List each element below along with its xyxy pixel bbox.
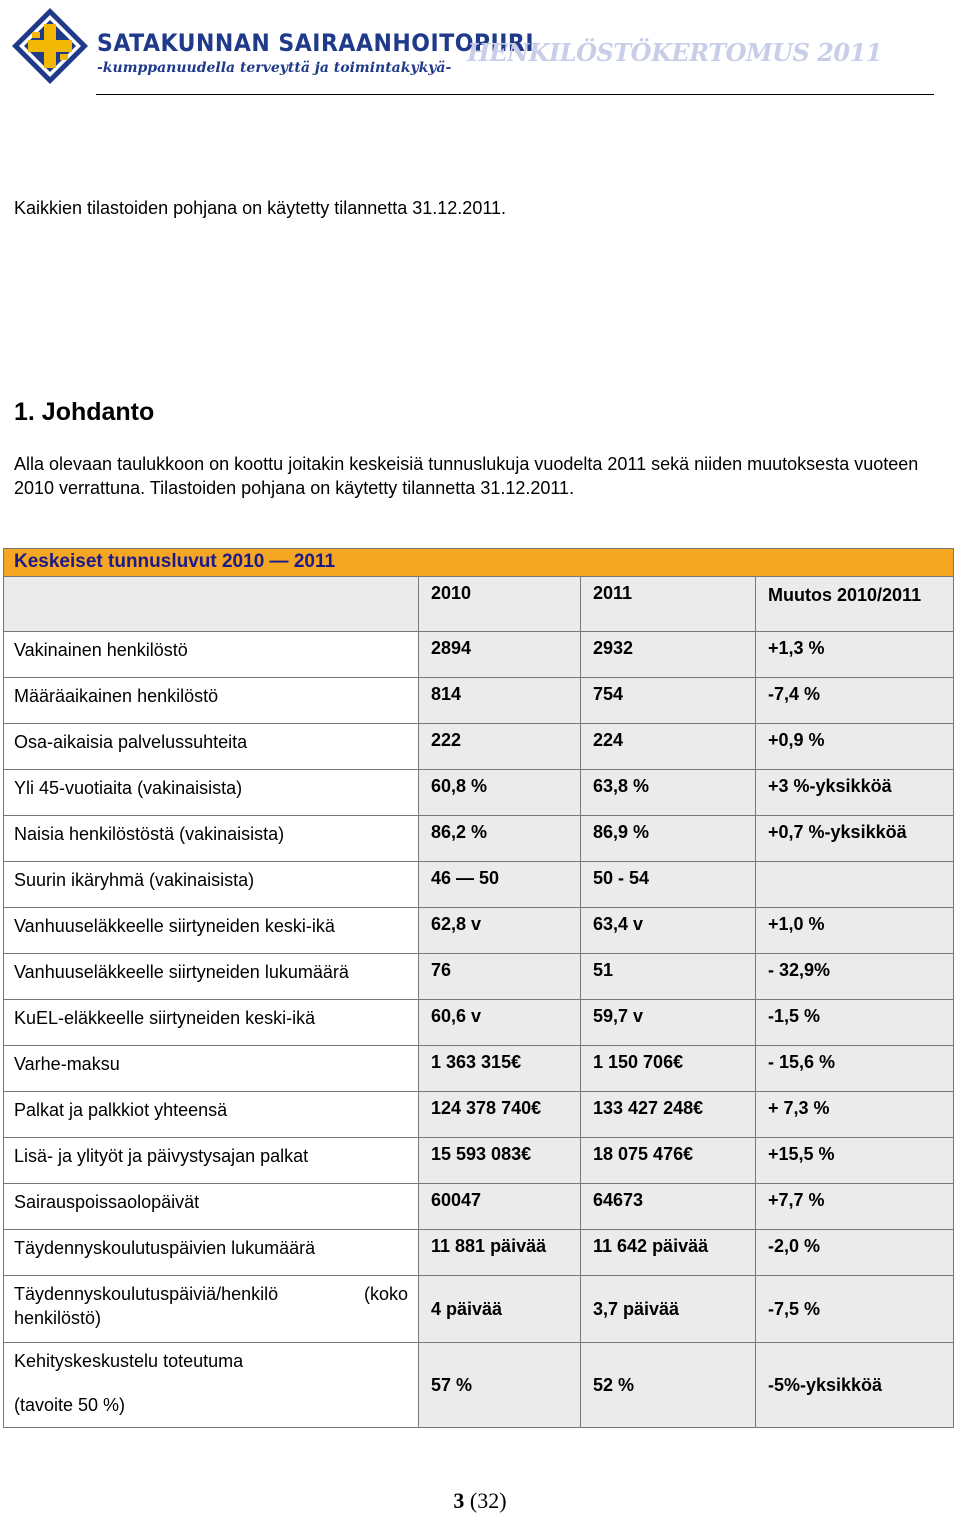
cell-value: - 15,6 %: [768, 1052, 836, 1072]
cell-value: 133 427 248: [593, 1098, 694, 1118]
cell-v2011: [581, 1230, 756, 1276]
cell-value: -5%-yksikköä: [768, 1374, 883, 1395]
cell-value: 46 — 50: [431, 868, 500, 888]
page-number: [0, 1488, 960, 1514]
section-heading: 1. Johdanto: [14, 398, 155, 426]
cell-v2010: [419, 862, 581, 908]
cell-change: [756, 1276, 954, 1343]
row-label: Määräaikainen henkilöstö: [4, 678, 419, 724]
row-label-line2: (tavoite 50 %): [14, 1395, 126, 1415]
cell-change: [756, 954, 954, 1000]
cell-value: 50 - 54: [593, 868, 650, 888]
cell-value: 86,9 %: [593, 822, 650, 842]
organization-slogan: -kumppanuudella terveyttä ja toimintakykyä-: [97, 60, 452, 76]
cell-change: [756, 724, 954, 770]
table-caption: Keskeiset tunnusluvut 2010 — 2011: [4, 549, 954, 577]
cell-value: 124 378 740: [431, 1098, 532, 1118]
cell-value: 11 642 päivää: [593, 1236, 709, 1256]
cell-value: 2894: [431, 638, 472, 658]
cell-v2010: [419, 1276, 581, 1343]
row-label: [4, 1343, 419, 1428]
cell-change: [756, 862, 954, 908]
cell-value: +1,0 %: [768, 914, 825, 934]
row-label: KuEL-eläkkeelle siirtyneiden keski-ikä: [4, 1000, 419, 1046]
euro-icon: €: [673, 1052, 684, 1072]
cell-value: 60047: [431, 1190, 482, 1210]
cell-change: [756, 1092, 954, 1138]
intro-note: Kaikkien tilastoiden pohjana on käytetty tilannetta 31.12.2011.: [14, 198, 507, 218]
cell-value: 86,2 %: [431, 822, 488, 842]
header-blank-cell: [4, 577, 419, 632]
cell-v2011: [581, 1276, 756, 1343]
table-row: [4, 816, 954, 862]
cell-value: +3 %-yksikköä: [768, 776, 892, 796]
cell-change: [756, 908, 954, 954]
row-label: Yli 45-vuotiaita (vakinaisista): [4, 770, 419, 816]
row-label-line1: Täydennyskoulutuspäiviä/henkilö: [14, 1284, 279, 1304]
cell-change: [756, 678, 954, 724]
cell-value: 51: [593, 960, 614, 980]
cell-value: 18 075 476: [593, 1144, 684, 1164]
cell-change: [756, 1000, 954, 1046]
section-body: Alla olevaan taulukkoon on koottu joitakin keskeisiä tunnuslukuja vuodelta 2011 sekä niiden muutoksesta vuoteen 2010 verrattuna. Tilastoiden pohjana on käytetty tilannetta 31.12.2011.: [14, 454, 919, 498]
table-row: [4, 1046, 954, 1092]
table-row: [4, 770, 954, 816]
table-row: [4, 1138, 954, 1184]
cell-v2010: [419, 908, 581, 954]
cell-value: 224: [593, 730, 624, 750]
table-row: [4, 1276, 954, 1343]
table-row: [4, 678, 954, 724]
cell-v2011: [581, 632, 756, 678]
row-label: Vanhuuseläkkeelle siirtyneiden keski-ikä: [4, 908, 419, 954]
table-header-row: [4, 577, 954, 632]
table-row: [4, 1230, 954, 1276]
cell-value: 60,8 %: [431, 776, 488, 796]
table-row: [4, 1092, 954, 1138]
total-pages: (32): [469, 1488, 507, 1513]
cell-value: 59,7 v: [593, 1006, 644, 1026]
cell-v2010: [419, 1343, 581, 1428]
euro-icon: €: [521, 1144, 532, 1164]
cell-change: [756, 632, 954, 678]
cell-value: +0,9 %: [768, 730, 825, 750]
cell-value: 1 363 315: [431, 1052, 512, 1072]
cell-value: -7,4 %: [768, 684, 821, 704]
cell-value: 15 593 083: [431, 1144, 522, 1164]
cell-v2011: [581, 1000, 756, 1046]
table-row: [4, 954, 954, 1000]
table-row: [4, 632, 954, 678]
cell-v2010: [419, 1046, 581, 1092]
cell-value: 52 %: [593, 1374, 635, 1395]
cell-change: [756, 770, 954, 816]
cell-value: 4 päivää: [431, 1298, 503, 1319]
euro-icon: €: [683, 1144, 694, 1164]
key-figures-table: [3, 548, 954, 1428]
cell-value: -1,5 %: [768, 1006, 821, 1026]
organization-name: SATAKUNNAN SAIRAANHOITOPIIRI: [97, 30, 535, 58]
cell-v2010: [419, 1000, 581, 1046]
row-label: Naisia henkilöstöstä (vakinaisista): [4, 816, 419, 862]
row-label: Palkat ja palkkiot yhteensä: [4, 1092, 419, 1138]
cell-value: 814: [431, 684, 462, 704]
row-label: Varhe-maksu: [4, 1046, 419, 1092]
cell-v2011: [581, 908, 756, 954]
cell-value: 11 881 päivää: [431, 1236, 547, 1256]
report-title: HENKILÖSTÖKERTOMUS 2011: [467, 38, 882, 67]
cell-v2010: [419, 1184, 581, 1230]
cell-v2010: [419, 1092, 581, 1138]
cell-v2010: [419, 678, 581, 724]
cell-value: 64673: [593, 1190, 644, 1210]
cell-v2011: [581, 678, 756, 724]
cell-value: 62,8 v: [431, 914, 482, 934]
cell-value: 63,4 v: [593, 914, 644, 934]
cell-v2010: [419, 1138, 581, 1184]
row-label: Osa-aikaisia palvelussuhteita: [4, 724, 419, 770]
cell-value: 76: [431, 960, 452, 980]
row-label: Suurin ikäryhmä (vakinaisista): [4, 862, 419, 908]
cell-value: 754: [593, 684, 624, 704]
cell-change: [756, 1184, 954, 1230]
table-row: [4, 908, 954, 954]
euro-icon: €: [511, 1052, 522, 1072]
table-row: [4, 1343, 954, 1428]
cell-value: +1,3 %: [768, 638, 825, 658]
cell-value: 222: [431, 730, 462, 750]
page-header: [0, 0, 960, 100]
column-header-change: Muutos 2010/2011: [756, 577, 954, 632]
hospital-district-logo-icon: [10, 6, 90, 86]
cell-v2011: [581, 816, 756, 862]
cell-v2010: [419, 770, 581, 816]
cell-value: 57 %: [431, 1374, 473, 1395]
cell-change: [756, 1138, 954, 1184]
cell-value: 2932: [593, 638, 634, 658]
cell-value: -2,0 %: [768, 1236, 821, 1256]
row-label-line2: henkilöstö): [14, 1308, 102, 1328]
cell-v2011: [581, 862, 756, 908]
row-label: Täydennyskoulutuspäivien lukumäärä: [4, 1230, 419, 1276]
cell-v2011: [581, 1046, 756, 1092]
cell-change: [756, 1230, 954, 1276]
table-row: [4, 862, 954, 908]
cell-change: [756, 1046, 954, 1092]
cell-v2011: [581, 770, 756, 816]
cell-v2010: [419, 816, 581, 862]
cell-v2011: [581, 1138, 756, 1184]
cell-value: +0,7 %-yksikköä: [768, 822, 907, 842]
row-label: Sairauspoissaolopäivät: [4, 1184, 419, 1230]
row-label: Vakinainen henkilöstö: [4, 632, 419, 678]
row-label-line1: Kehityskeskustelu toteutuma: [14, 1351, 244, 1371]
table-row: [4, 724, 954, 770]
cell-v2010: [419, 1230, 581, 1276]
cell-v2011: [581, 1343, 756, 1428]
table-row: [4, 1184, 954, 1230]
column-header-2010: 2010: [419, 577, 581, 632]
current-page: 3: [453, 1488, 465, 1513]
cell-value: 1 150 706: [593, 1052, 674, 1072]
cell-value: -7,5 %: [768, 1298, 821, 1319]
row-label: [4, 1276, 419, 1343]
cell-value: 60,6 v: [431, 1006, 482, 1026]
cell-value: 63,8 %: [593, 776, 650, 796]
cell-change: [756, 816, 954, 862]
cell-v2010: [419, 724, 581, 770]
cell-v2011: [581, 724, 756, 770]
euro-icon: €: [531, 1098, 542, 1118]
header-divider: [96, 94, 934, 95]
cell-v2010: [419, 954, 581, 1000]
euro-icon: €: [693, 1098, 704, 1118]
cell-value: +7,7 %: [768, 1190, 825, 1210]
cell-value: + 7,3 %: [768, 1098, 830, 1118]
cell-v2011: [581, 954, 756, 1000]
table-row: [4, 1000, 954, 1046]
cell-value: - 32,9%: [768, 960, 831, 980]
cell-v2011: [581, 1184, 756, 1230]
cell-v2010: [419, 632, 581, 678]
cell-change: [756, 1343, 954, 1428]
table-caption-row: [4, 549, 954, 577]
row-label: Vanhuuseläkkeelle siirtyneiden lukumäärä: [4, 954, 419, 1000]
column-header-2011: 2011: [581, 577, 756, 632]
row-label-suffix: (koko: [363, 1284, 408, 1304]
cell-value: +15,5 %: [768, 1144, 835, 1164]
cell-v2011: [581, 1092, 756, 1138]
cell-value: 3,7 päivää: [593, 1298, 680, 1319]
row-label: Lisä- ja ylityöt ja päivystysajan palkat: [4, 1138, 419, 1184]
